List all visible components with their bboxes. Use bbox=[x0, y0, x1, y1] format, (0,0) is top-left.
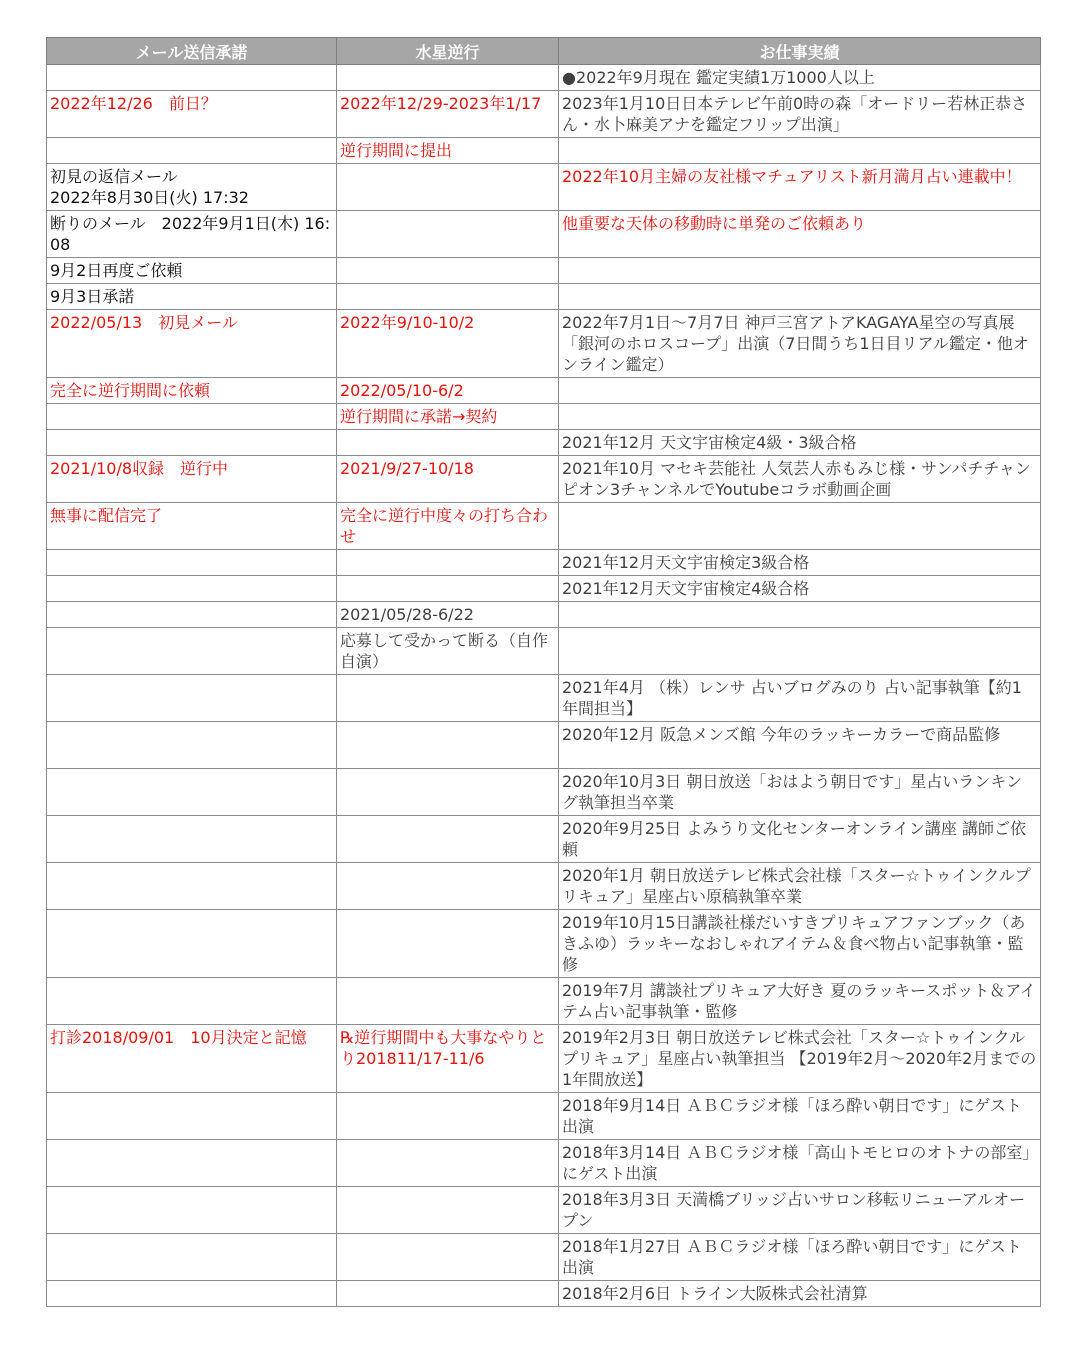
mail-cell[interactable] bbox=[47, 1187, 337, 1234]
mail-cell[interactable]: 断りのメール 2022年9月1日(木) 16:08 bbox=[47, 211, 337, 258]
table-row bbox=[47, 816, 1041, 863]
mail-cell[interactable] bbox=[47, 1234, 337, 1281]
retrograde-cell[interactable] bbox=[337, 910, 559, 978]
retrograde-cell[interactable] bbox=[337, 722, 559, 769]
work-cell[interactable]: 2019年2月3日 朝日放送テレビ株式会社「スター☆トゥインクルプリキュア」星座占い執筆担当 【2019年2月～2020年2月までの1年間放送】 bbox=[559, 1025, 1041, 1093]
work-cell[interactable]: 2020年10月3日 朝日放送「おはよう朝日です」星占いランキング執筆担当卒業 bbox=[559, 769, 1041, 816]
retrograde-cell[interactable] bbox=[337, 258, 559, 284]
work-cell[interactable] bbox=[559, 378, 1041, 404]
table-row bbox=[47, 769, 1041, 816]
mail-cell[interactable]: 2021/10/8収録 逆行中 bbox=[47, 456, 337, 503]
table-row bbox=[47, 456, 1041, 503]
work-cell[interactable]: 2021年4月 （株）レンサ 占いブログみのり 占い記事執筆【約1年間担当】 bbox=[559, 675, 1041, 722]
header-mercury-retrograde[interactable]: 水星逆行 bbox=[337, 38, 559, 65]
retrograde-cell[interactable] bbox=[337, 1281, 559, 1307]
retrograde-cell[interactable]: 2022年12/29-2023年1/17 bbox=[337, 91, 559, 138]
table-row bbox=[47, 1025, 1041, 1093]
retrograde-cell[interactable]: 2022年9/10-10/2 bbox=[337, 310, 559, 378]
work-cell[interactable] bbox=[559, 284, 1041, 310]
work-cell[interactable]: 2018年2月6日 トライン大阪株式会社清算 bbox=[559, 1281, 1041, 1307]
table-row bbox=[47, 1093, 1041, 1140]
table-row bbox=[47, 65, 1041, 91]
retrograde-cell[interactable]: ℞逆行期間中も大事なやりとり201811/17-11/6 bbox=[337, 1025, 559, 1093]
work-cell[interactable] bbox=[559, 404, 1041, 430]
table-row bbox=[47, 550, 1041, 576]
retrograde-cell[interactable] bbox=[337, 1140, 559, 1187]
retrograde-cell[interactable] bbox=[337, 1234, 559, 1281]
retrograde-cell[interactable] bbox=[337, 65, 559, 91]
work-cell[interactable]: 2022年10月主婦の友社様マチュアリスト新月満月占い連載中！ bbox=[559, 164, 1041, 211]
work-cell[interactable]: 2019年7月 講談社プリキュア大好き 夏のラッキースポット＆アイテム占い記事執筆・監修 bbox=[559, 978, 1041, 1025]
mail-cell[interactable] bbox=[47, 675, 337, 722]
mail-cell[interactable] bbox=[47, 550, 337, 576]
work-cell[interactable]: 2020年12月 阪急メンズ館 今年のラッキーカラーで商品監修 bbox=[559, 722, 1041, 769]
spreadsheet bbox=[46, 37, 1040, 1307]
work-cell[interactable] bbox=[559, 258, 1041, 284]
mail-cell[interactable] bbox=[47, 1140, 337, 1187]
retrograde-cell[interactable] bbox=[337, 284, 559, 310]
retrograde-cell[interactable] bbox=[337, 430, 559, 456]
table-row bbox=[47, 576, 1041, 602]
work-cell[interactable]: 2021年12月 天文宇宙検定4級・3級合格 bbox=[559, 430, 1041, 456]
mail-cell[interactable] bbox=[47, 1093, 337, 1140]
work-cell[interactable]: 2023年1月10日日本テレビ午前0時の森「オードリー若林正恭さん・水卜麻美アナを鑑定フリップ出演」 bbox=[559, 91, 1041, 138]
retrograde-cell[interactable]: 2021/05/28-6/22 bbox=[337, 602, 559, 628]
retrograde-cell[interactable] bbox=[337, 675, 559, 722]
mail-cell[interactable]: 2022年12/26 前日？ bbox=[47, 91, 337, 138]
table-row bbox=[47, 863, 1041, 910]
mail-cell[interactable]: 無事に配信完了 bbox=[47, 503, 337, 550]
mail-cell[interactable] bbox=[47, 65, 337, 91]
retrograde-cell[interactable] bbox=[337, 576, 559, 602]
table-row bbox=[47, 978, 1041, 1025]
table-row bbox=[47, 91, 1041, 138]
table-body bbox=[47, 65, 1041, 1307]
table-row bbox=[47, 258, 1041, 284]
mail-cell[interactable] bbox=[47, 576, 337, 602]
work-cell[interactable]: 2020年1月 朝日放送テレビ株式会社様「スター☆トゥインクルプリキュア」星座占い原稿執筆卒業 bbox=[559, 863, 1041, 910]
mail-cell[interactable] bbox=[47, 1281, 337, 1307]
mail-cell[interactable] bbox=[47, 138, 337, 164]
table-row bbox=[47, 164, 1041, 211]
table-row bbox=[47, 404, 1041, 430]
mail-cell[interactable] bbox=[47, 816, 337, 863]
mail-cell[interactable]: 9月3日承諾 bbox=[47, 284, 337, 310]
work-cell[interactable]: 2021年12月天文宇宙検定3級合格 bbox=[559, 550, 1041, 576]
mail-cell[interactable]: 9月2日再度ご依頼 bbox=[47, 258, 337, 284]
work-cell[interactable]: 2021年10月 マセキ芸能社 人気芸人赤もみじ様・サンパチチャンピオン3チャンネルでYoutubeコラボ動画企画 bbox=[559, 456, 1041, 503]
retrograde-cell[interactable] bbox=[337, 550, 559, 576]
table-row bbox=[47, 503, 1041, 550]
mail-cell[interactable]: 完全に逆行期間に依頼 bbox=[47, 378, 337, 404]
mail-cell[interactable] bbox=[47, 404, 337, 430]
retrograde-cell[interactable]: 2022/05/10-6/2 bbox=[337, 378, 559, 404]
mail-cell[interactable] bbox=[47, 430, 337, 456]
mail-cell[interactable]: 2022/05/13 初見メール bbox=[47, 310, 337, 378]
mail-cell[interactable] bbox=[47, 910, 337, 978]
table-row bbox=[47, 628, 1041, 675]
table-row bbox=[47, 602, 1041, 628]
table-row bbox=[47, 1281, 1041, 1307]
mail-cell[interactable] bbox=[47, 978, 337, 1025]
work-cell[interactable]: 2020年9月25日 よみうり文化センターオンライン講座 講師ご依頼 bbox=[559, 816, 1041, 863]
work-cell[interactable]: 2018年1月27日 ＡＢＣラジオ様「ほろ酔い朝日です」にゲスト出演 bbox=[559, 1234, 1041, 1281]
table-row bbox=[47, 1187, 1041, 1234]
work-cell[interactable]: ●2022年9月現在 鑑定実績1万1000人以上 bbox=[559, 65, 1041, 91]
work-cell[interactable]: 他重要な天体の移動時に単発のご依頼あり bbox=[559, 211, 1041, 258]
retrograde-cell[interactable] bbox=[337, 164, 559, 211]
table-row bbox=[47, 1234, 1041, 1281]
table-row bbox=[47, 310, 1041, 378]
work-cell[interactable]: 2019年10月15日講談社様だいすきプリキュアファンブック（あきふゆ）ラッキーなおしゃれアイテム＆食べ物占い記事執筆・監修 bbox=[559, 910, 1041, 978]
retrograde-cell[interactable] bbox=[337, 978, 559, 1025]
mail-cell[interactable] bbox=[47, 863, 337, 910]
retrograde-cell[interactable] bbox=[337, 1187, 559, 1234]
table-row bbox=[47, 910, 1041, 978]
mail-cell[interactable] bbox=[47, 628, 337, 675]
work-cell[interactable] bbox=[559, 628, 1041, 675]
retrograde-cell[interactable]: 逆行期間に提出 bbox=[337, 138, 559, 164]
work-cell[interactable] bbox=[559, 138, 1041, 164]
retrograde-cell[interactable]: 応募して受かって断る（自作自演） bbox=[337, 628, 559, 675]
retrograde-cell[interactable]: 逆行期間に承諾→契約 bbox=[337, 404, 559, 430]
mail-cell[interactable]: 打診2018/09/01 10月決定と記憶 bbox=[47, 1025, 337, 1093]
mail-cell[interactable] bbox=[47, 769, 337, 816]
work-cell[interactable]: 2018年3月14日 ＡＢＣラジオ様「高山トモヒロのオトナの部室」にゲスト出演 bbox=[559, 1140, 1041, 1187]
retrograde-cell[interactable] bbox=[337, 769, 559, 816]
mail-cell[interactable] bbox=[47, 602, 337, 628]
retrograde-cell[interactable] bbox=[337, 211, 559, 258]
table-row bbox=[47, 1140, 1041, 1187]
work-cell[interactable]: 2022年7月1日～7月7日 神戸三宮アトアKAGAYA星空の写真展「銀河のホロスコープ」出演（7日間うち1日目リアル鑑定・他オンライン鑑定） bbox=[559, 310, 1041, 378]
work-cell[interactable] bbox=[559, 503, 1041, 550]
header-mail-approval[interactable]: メール送信承諾 bbox=[47, 38, 337, 65]
retrograde-cell[interactable]: 2021/9/27-10/18 bbox=[337, 456, 559, 503]
work-cell[interactable]: 2021年12月天文宇宙検定4級合格 bbox=[559, 576, 1041, 602]
table-row bbox=[47, 722, 1041, 769]
table-row bbox=[47, 378, 1041, 404]
work-cell[interactable]: 2018年3月3日 天満橋ブリッジ占いサロン移転リニューアルオープン bbox=[559, 1187, 1041, 1234]
table-row bbox=[47, 211, 1041, 258]
retrograde-cell[interactable] bbox=[337, 1093, 559, 1140]
retrograde-cell[interactable] bbox=[337, 863, 559, 910]
work-cell[interactable]: 2018年9月14日 ＡＢＣラジオ様「ほろ酔い朝日です」にゲスト出演 bbox=[559, 1093, 1041, 1140]
retrograde-cell[interactable]: 完全に逆行中度々の打ち合わせ bbox=[337, 503, 559, 550]
table-row bbox=[47, 675, 1041, 722]
work-cell[interactable] bbox=[559, 602, 1041, 628]
table-row bbox=[47, 138, 1041, 164]
mail-cell[interactable] bbox=[47, 722, 337, 769]
work-history-table bbox=[46, 37, 1041, 1307]
header-row bbox=[47, 38, 1041, 65]
retrograde-cell[interactable] bbox=[337, 816, 559, 863]
header-work-record[interactable]: お仕事実績 bbox=[559, 38, 1041, 65]
mail-cell[interactable]: 初見の返信メール 2022年8月30日(火) 17:32 bbox=[47, 164, 337, 211]
table-row bbox=[47, 430, 1041, 456]
table-row bbox=[47, 284, 1041, 310]
